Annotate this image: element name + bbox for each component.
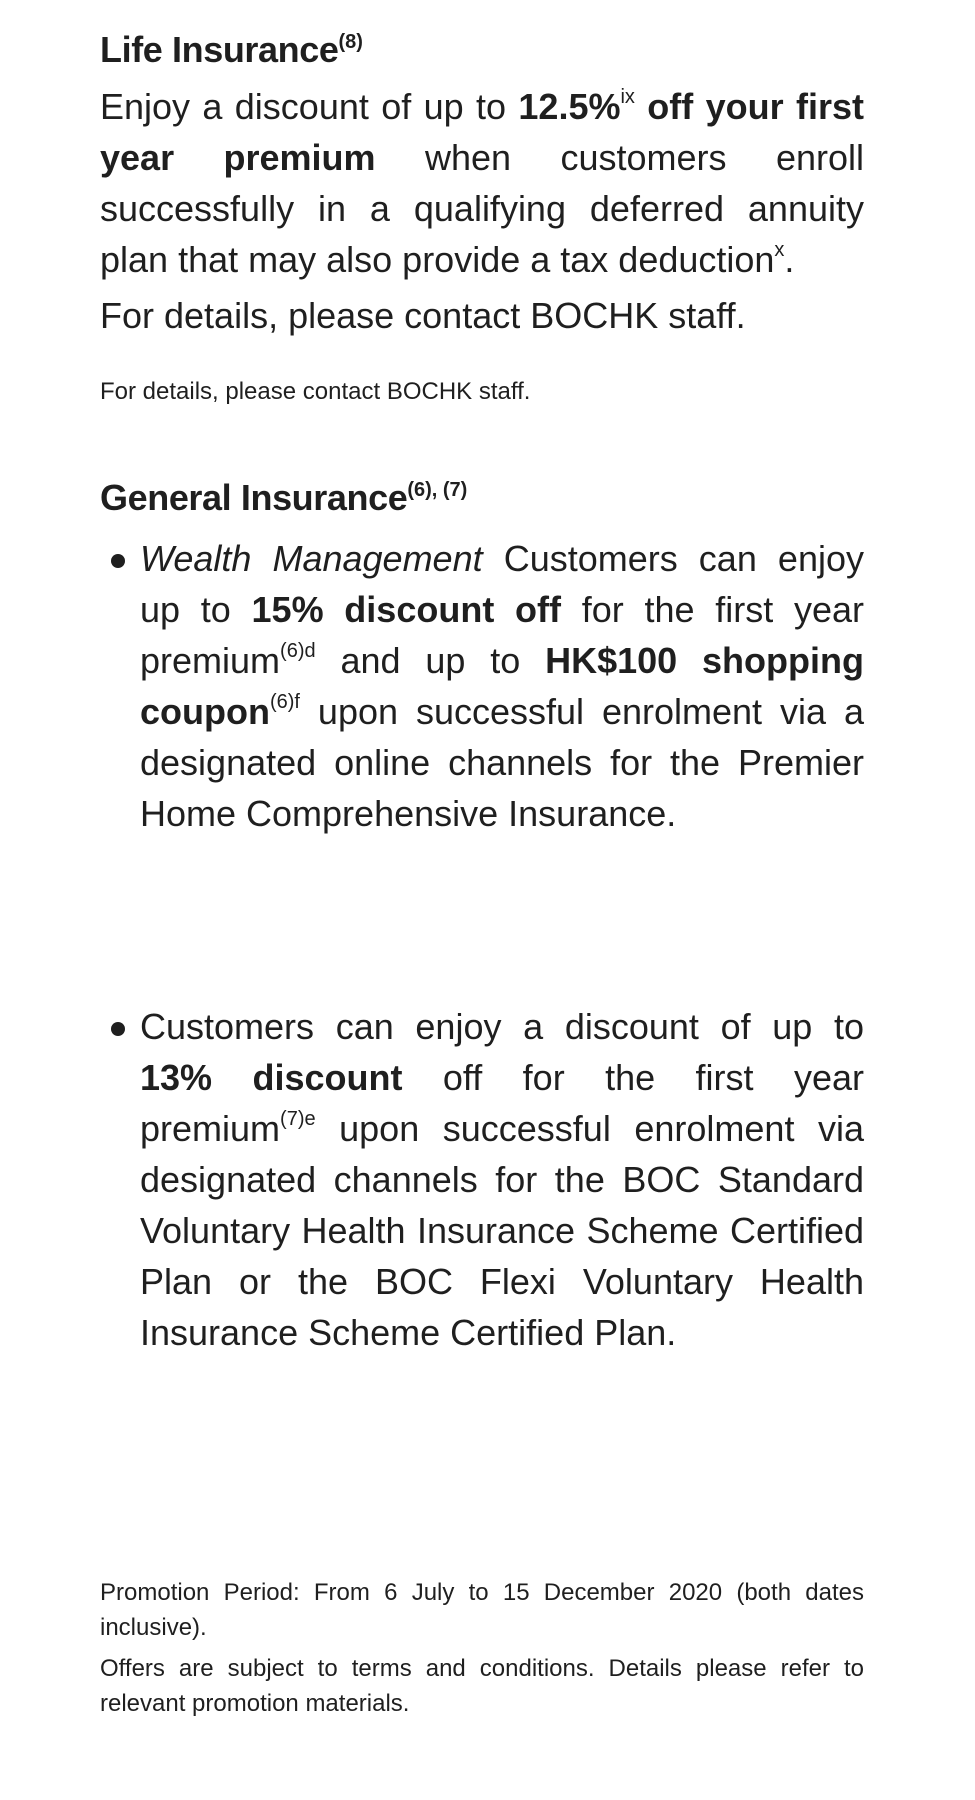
health-insurance-offer — [140, 1001, 864, 1358]
home-offer-text-2: for the first year premium — [140, 589, 864, 681]
home-offer-text-1: Customers can enjoy up to — [140, 538, 864, 630]
general-insurance-heading — [100, 478, 467, 518]
health-offer-discount: 13% discount — [140, 1057, 403, 1098]
life-insurance-contact: For details, please contact BOCHK staff. — [100, 295, 746, 336]
home-offer-text-3: and up to — [315, 640, 546, 681]
life-insurance-heading — [100, 30, 363, 70]
home-offer-text-4: upon successful enrolment via a designated online channels for the Premier Home Comprehensive Insurance. — [140, 691, 864, 834]
life-insurance-offer — [100, 81, 864, 285]
life-offer-rate: 12.5% — [518, 86, 621, 127]
health-offer-text-2: off for the first year premium — [140, 1057, 864, 1149]
life-offer-text-1: Enjoy a discount of up to — [100, 86, 519, 127]
bullet-icon — [111, 554, 125, 568]
wealth-management-label: Wealth Management — [140, 538, 483, 579]
home-insurance-offer — [140, 533, 864, 839]
home-offer-discount-note: (6)d — [280, 640, 316, 662]
home-offer-coupon-note: (6)f — [269, 691, 300, 713]
life-offer-tax-note: x — [774, 239, 785, 261]
life-offer-rate-note: ix — [620, 86, 635, 108]
bullet-icon — [111, 1022, 125, 1036]
home-offer-discount: 15% discount off — [251, 589, 561, 630]
life-offer-text-3: . — [784, 239, 795, 280]
list-item — [100, 1001, 864, 1358]
life-insurance-title: Life Insurance — [100, 29, 339, 70]
health-offer-discount-note: (7)e — [280, 1108, 316, 1130]
terms-note: Offers are subject to terms and conditions. Details please refer to relevant promotion materials. — [100, 1655, 864, 1717]
health-offer-text-1: Customers can enjoy a discount of up to — [140, 1006, 864, 1047]
life-insurance-title-note: (8) — [338, 31, 363, 53]
health-offer-text-3: upon successful enrolment via designated channels for the BOC Standard Voluntary Health Insurance Scheme Certified Plan or the BOC Flexi Voluntary Health Insurance Scheme Certified Plan. — [140, 1108, 864, 1353]
list-item — [100, 533, 864, 839]
life-insurance-contact-small: For details, please contact BOCHK staff. — [100, 378, 531, 405]
general-insurance-title: General Insurance — [100, 477, 408, 518]
life-offer-text-2: when customers enroll successfully in a qualifying deferred annuity plan that may also provide a tax deduction — [100, 137, 864, 280]
life-offer-highlight: off your first year premium — [100, 86, 864, 178]
general-insurance-title-note: (6), (7) — [407, 479, 468, 501]
promotion-period: Promotion Period: From 6 July to 15 December 2020 (both dates inclusive). — [100, 1579, 864, 1641]
footnotes — [100, 1575, 864, 1727]
home-offer-coupon: HK$100 shopping coupon — [140, 640, 864, 732]
